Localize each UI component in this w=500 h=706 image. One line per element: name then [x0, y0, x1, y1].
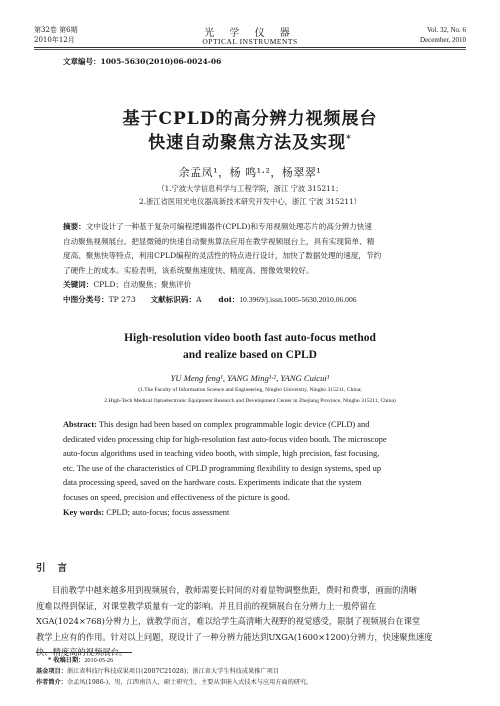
- doi-value: 10.3969/j.issn.1005-5630.2010.06.006: [239, 294, 357, 304]
- affiliation-en-line1: (1.The Faculty of Information Science and Engineering, Ningbo University, Ningbo 315211, China;: [138, 387, 362, 393]
- abstract-cn-line1: 摘要：文中设计了一种基于复杂可编程逻辑器件(CPLD)和专用视频处理芯片的高分辨力快速: [63, 222, 372, 231]
- abstract-cn-label: 摘要：: [63, 222, 86, 231]
- header-date-cn: 2010年12月: [34, 36, 75, 44]
- abstract-en-line2: dedicated video processing chip for high-resolution fast auto-focus video booth. The microscope: [63, 434, 387, 444]
- doc-code-value: A: [196, 294, 202, 304]
- footnote-rule: [36, 652, 132, 653]
- journal-title-en: OPTICAL INSTRUMENTS: [202, 37, 298, 46]
- header-date-en: December, 2010: [420, 36, 466, 44]
- keywords-en-label: Key words:: [63, 507, 105, 517]
- intro-line3: XGA(1024×768)分辨力上，就教学而言，难以给学生高清晰大视野的视觉感受，限制了视频展台在课堂: [36, 616, 421, 626]
- title-footnote-star: *: [346, 134, 352, 145]
- abstract-en: [63, 418, 447, 520]
- header-volume-en: Vol. 32, No. 6: [426, 26, 466, 34]
- keywords-cn-text: CPLD；自动聚焦；聚焦评价: [93, 280, 192, 290]
- section-heading: 引 言: [36, 563, 68, 574]
- abstract-cn: [63, 220, 447, 308]
- title-cn-line1: 基于CPLD的高分辨力视频展台: [122, 109, 378, 129]
- footnote-received: * 收稿日期：2010-05-26: [48, 657, 114, 664]
- footnote-author-bio: 作者简介：余孟凤(1986-)，男，江西南昌人，硕士研究生，主要从事嵌入式技术与应用方面的研究。: [36, 679, 313, 686]
- header-rule-thin: [34, 49, 466, 50]
- keywords-cn-label: 关键词：: [63, 280, 94, 290]
- abstract-en-label: Abstract:: [63, 420, 97, 429]
- header-rule: [34, 47, 466, 48]
- abstract-cn-line3: 度高、聚焦快等特点，利用CPLD编程的灵活性的特点进行设计，加快了数据处理的速度，节约: [63, 251, 382, 261]
- abstract-cn-line2: 自动聚焦视频展台。把显微镜的快速自动聚焦算法应用在教学视频展台上，具有实现简单、精: [63, 236, 375, 246]
- clc-value: TP 273: [108, 294, 136, 304]
- intro-line5: 快、精度高的视频展台。: [36, 647, 128, 657]
- intro-line2: 度难以得到保证，对课堂教学质量有一定的影响。并且目前的视频展台在分辨力上一般停留在: [36, 600, 377, 611]
- title-en-line2: and realize based on CPLD: [183, 349, 317, 361]
- intro-line4: 教学上应有的作用。针对以上问题，现设计了一种分辨力能达到UXGA(1600×1200)分辨力，快速聚焦速度: [36, 631, 433, 642]
- authors-cn: 余孟凤¹，杨 鸣¹·²，杨翠翠¹: [178, 166, 322, 179]
- title-cn-line2: 快速自动聚焦方法及实现*: [148, 133, 352, 153]
- keywords-cn: [63, 278, 447, 293]
- abstract-en-line5: data processing speed, saved on the hardware costs. Experiments indicate that the system: [63, 478, 362, 488]
- keywords-en-text: CPLD; auto-focus; focus assessment: [106, 507, 230, 517]
- footnote-fund: 基金项目：浙江省科技厅科技成果项目(2007C21028)；浙江省大学生科技成果推广项目: [36, 668, 279, 675]
- article-number: 文章编号：1005-5630(2010)06-0024-06: [63, 57, 222, 66]
- clc-label: 中图分类号：: [63, 294, 109, 304]
- abstract-en-line1: Abstract: This design had been based on complex programmable logic device (CPLD) and: [63, 420, 370, 429]
- title-en-line1: High-resolution video booth fast auto-focus method: [124, 332, 376, 344]
- abstract-en-line4: etc. The use of the characteristics of CPLD programming flexibility to design systems, sped up: [63, 463, 382, 473]
- classification-line: [63, 293, 447, 308]
- affiliation-cn-line1: （1.宁波大学信息科学与工程学院，浙江 宁波 315211；: [157, 184, 343, 193]
- header-volume-cn: 第32卷 第6期: [34, 26, 78, 34]
- keywords-en: [63, 506, 447, 521]
- intro-paragraph: [36, 583, 466, 661]
- authors-en: YU Meng feng¹, YANG Ming¹·², YANG Cuicui¹: [170, 373, 330, 383]
- intro-line1: 目前教学中越来越多用到视频展台，教师需要长时间的对着显物调整焦距，费时和费事，画面的清晰: [52, 585, 418, 595]
- abstract-cn-line4: 了硬件上的成本。实验表明，该系统聚焦速度快、精度高、图像效果较好。: [63, 265, 314, 275]
- abstract-en-line3: auto-focus algorithms used in teaching video booth, with simple, high precision, fast focusing,: [63, 449, 380, 459]
- journal-title-cn: 光 学 仪 器: [204, 28, 296, 39]
- affiliation-cn-line2: 2.浙江省医用光电仪器高新技术研究开发中心，浙江 宁波 315211）: [139, 197, 361, 206]
- abstract-en-line6: focuses on speed, precision and effectiveness of the picture is good.: [63, 492, 290, 502]
- affiliation-en-line2: 2.High-Tech Medical Optoelectronic Equipment Research and Development Center in Zhejiang Province, Ningbo 315211, China): [104, 398, 396, 404]
- doi-label: doi：: [218, 294, 240, 304]
- doc-code-label: 文献标识码：: [150, 294, 197, 304]
